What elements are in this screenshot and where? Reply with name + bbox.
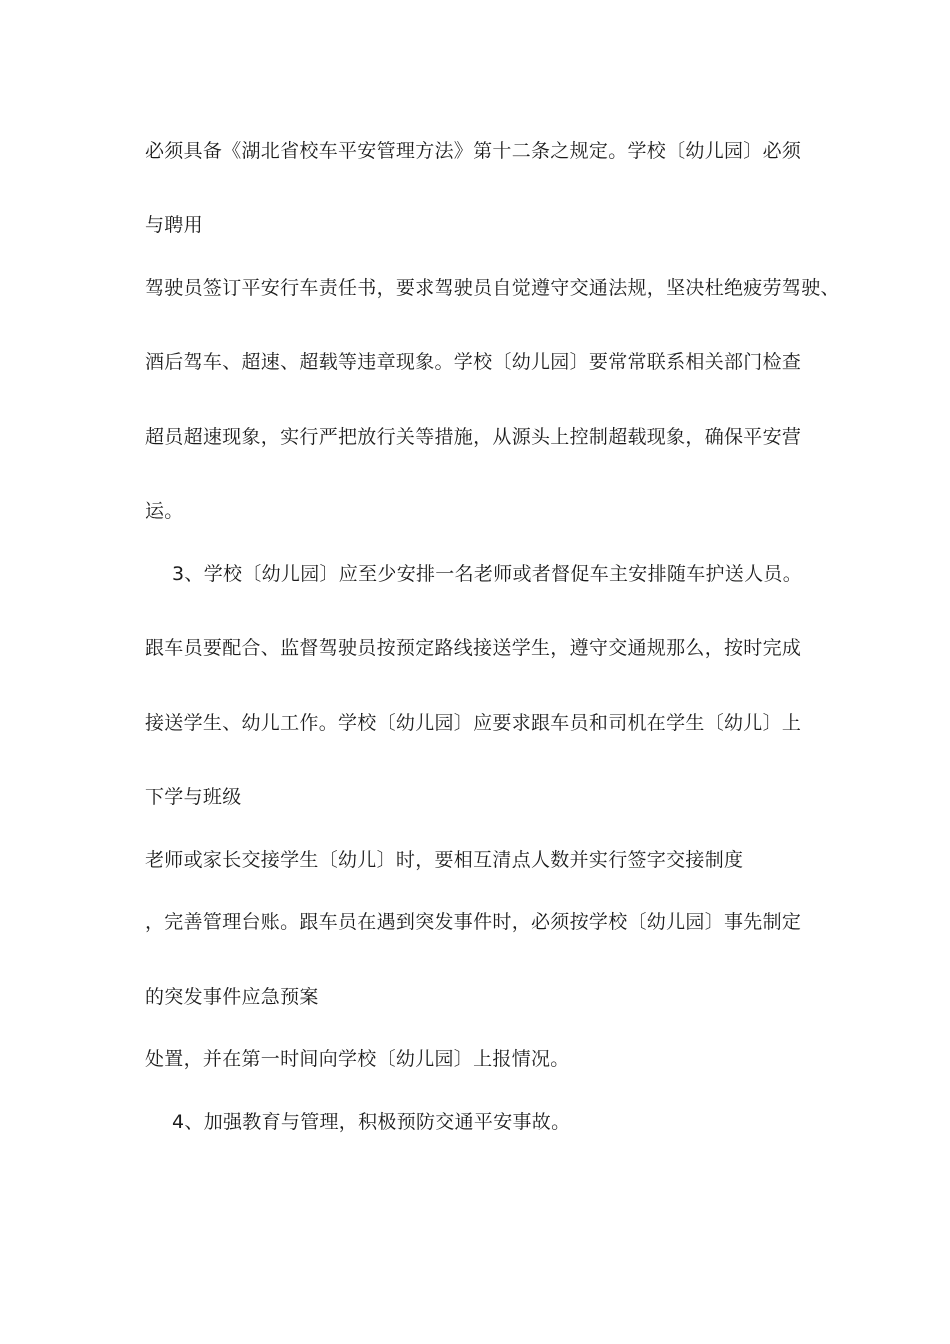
text-line-12: ，完善管理台账。跟车员在遇到突发事件时，必须按学校〔幼儿园〕事先制定 <box>145 911 802 933</box>
text-line-2: 与聘用 <box>145 214 203 236</box>
text-line-3: 驾驶员签订平安行车责任书，要求驾驶员自觉遵守交通法规，坚决杜绝疲劳驾驶、 <box>145 277 840 299</box>
text-line-13: 的突发事件应急预案 <box>145 986 319 1008</box>
text-line-5: 超员超速现象，实行严把放行关等措施，从源头上控制超载现象，确保平安营 <box>145 426 802 448</box>
text-line-8: 跟车员要配合、监督驾驶员按预定路线接送学生，遵守交通规那么，按时完成 <box>145 637 802 659</box>
text-line-14: 处置，并在第一时间向学校〔幼儿园〕上报情况。 <box>145 1048 570 1070</box>
text-line-10: 下学与班级 <box>145 786 242 808</box>
item-4-heading: 4、加强教育与管理，积极预防交通平安事故。 <box>172 1111 571 1133</box>
item-3-heading: 3、学校〔幼儿园〕应至少安排一名老师或者督促车主安排随车护送人员。 <box>172 563 802 585</box>
text-line-9: 接送学生、幼儿工作。学校〔幼儿园〕应要求跟车员和司机在学生〔幼儿〕上 <box>145 712 802 734</box>
text-line-1: 必须具备《湖北省校车平安管理方法》第十二条之规定。学校〔幼儿园〕必须 <box>145 140 802 162</box>
text-line-6: 运。 <box>145 500 184 522</box>
text-line-11: 老师或家长交接学生〔幼儿〕时，要相互清点人数并实行签字交接制度 <box>145 849 744 871</box>
text-line-4: 酒后驾车、超速、超载等违章现象。学校〔幼儿园〕要常常联系相关部门检查 <box>145 351 802 373</box>
